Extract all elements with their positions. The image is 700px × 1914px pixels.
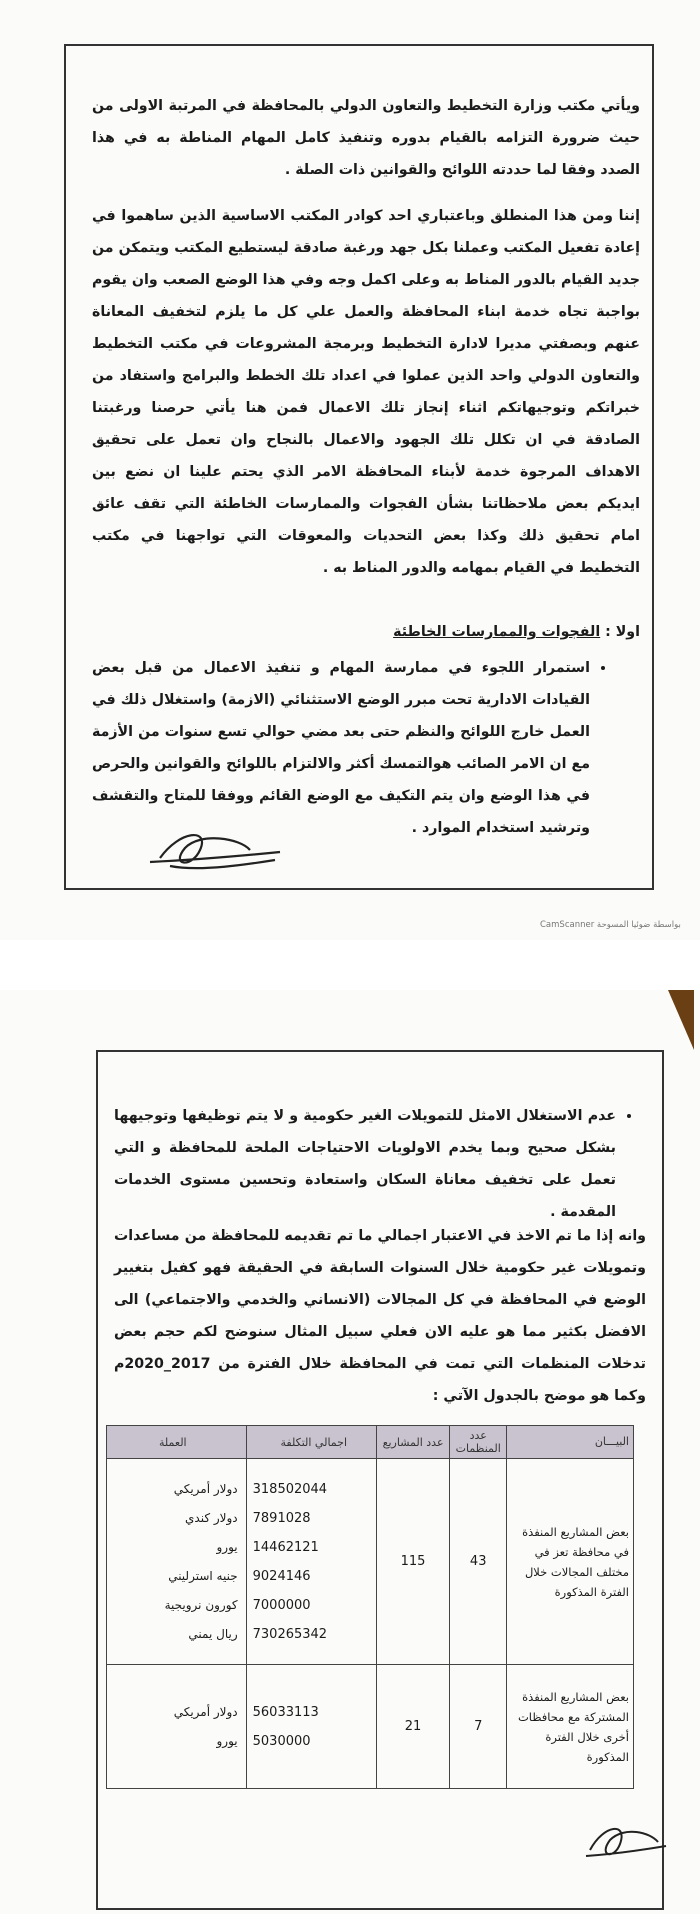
currency-value: دولار أمريكي	[173, 1481, 238, 1496]
row-description: بعض المشاريع المنفذة المشتركة مع محافظات أخرى خلال الفترة المذكورة	[507, 1665, 634, 1789]
bullet-list-2	[114, 1100, 634, 1228]
currency-value: جنيه استرليني	[168, 1568, 238, 1583]
bullet-item-crisis: • استمرار اللجوء في ممارسة المهام و تنفيذ الاعمال من قبل بعض القيادات الادارية تحت مبرر الوضع الاستثنائي (الازمة) واستغلال ذلك في العمل خارج اللوائح والنظم حتى بعد مضي حوالي تسع سنوات من الأزمة مع ان الامر الصائب هوالتمسك أكثر والالتزام باللوائح والقوانين والحرص في هذا الوضع وان يتم التكيف مع الوضع القائم ووفقا للمتاح والتقشف وترشيد استخدام الموارد .	[92, 652, 590, 844]
paragraph-table-intro: وانه إذا ما تم الاخذ في الاعتبار اجمالي ما تم تقديمه للمحافظة من مساعدات وتمويلات غير حكومية خلال السنوات السابقة في الحقيقة فهو كفيل بتغيير الوضع في المحافظة في كل المجالات (الانساني والخدمي والاجتماعي) الى الافضل بكثير مما هو عليه الان فعلي سبيل المثال سنوضح لكم حجم بعض تدخلات المنظمات التي تمت في المحافظة خلال الفترة من 2017_2020م وكما هو موضح بالجدول الآتي :	[114, 1228, 646, 1404]
signature-image	[580, 1816, 670, 1872]
row-projects: 115	[376, 1459, 449, 1665]
total-value: 14462121	[252, 1539, 319, 1555]
row-organizations: 43	[450, 1459, 507, 1665]
currency-value: كورون نرويجية	[164, 1597, 238, 1612]
row-currencies	[107, 1459, 247, 1665]
signature-image	[140, 820, 290, 880]
currency-value: دولار كندي	[185, 1510, 238, 1525]
total-value: 7891028	[252, 1510, 311, 1526]
total-value: 5030000	[252, 1733, 311, 1749]
header-organizations: عدد المنظمات	[450, 1426, 507, 1459]
row-currencies	[107, 1665, 247, 1789]
currency-value: دولار أمريكي	[173, 1704, 238, 1719]
paragraph-introduction: إننا ومن هذا المنطلق وباعتباري احد كوادر المكتب الاساسية الذين ساهموا في إعادة تفعيل المكتب وعملنا بكل جهد ورغبة صادقة ليستطيع المكتب ويتمكن من جديد القيام بالدور المناط به وعلى اكمل وجه وفي هذا الوضع الصعب وان يقوم بواجبة تجاه خدمة ابناء المحافظة والعمل علي كل ما يلزم لتخفيف المعاناة عنهم وبصفتي مديرا لادارة التخطيط وبرمجة المشروعات في مكتب التخطيط والتعاون الدولي واحد الذين عملوا في اعداد تلك الخطط والبرامج واستفاد من خبراتكم وتوجيهاتكم اثناء إنجاز تلك الاعمال فمن هنا يأتي حرصنا ورغبتنا الصادقة في ان تكلل تلك الجهود والاعمال بالنجاح وان تعمل على تحقيق الاهداف المرجوة خدمة لأبناء المحافظة الامر الذي يحتم علينا ان نضع بين ايديكم بعض ملاحظاتنا بشأن الفجوات والممارسات الخاطئة التي تقف عائق امام تحقيق ذلك وكذا بعض التحديات والمعوقات التي تواجهنا في مكتب التخطيط في القيام بمهامه والدور المناط به .	[92, 208, 640, 576]
header-total-cost: اجمالي التكلفة	[246, 1426, 376, 1459]
total-value: 730265342	[252, 1626, 328, 1642]
total-value: 318502044	[252, 1481, 328, 1497]
currency-value: يورو	[216, 1733, 238, 1748]
header-projects: عدد المشاريع	[376, 1426, 449, 1459]
total-value: 7000000	[252, 1597, 311, 1613]
row-projects: 21	[376, 1665, 449, 1789]
currency-value: يورو	[216, 1539, 238, 1554]
section-heading	[92, 616, 640, 648]
table-row	[107, 1459, 634, 1665]
total-value: 56033113	[252, 1704, 319, 1720]
row-totals	[246, 1459, 376, 1665]
row-organizations: 7	[450, 1665, 507, 1789]
table-row	[107, 1665, 634, 1789]
paragraph-planning-office: ويأتي مكتب وزارة التخطيط والتعاون الدولي بالمحافظة في المرتبة الاولى من حيث ضرورة التزامه بالقيام بدوره وتنفيذ كامل المهام المناطة به في هذا الصدد وفقا لما حددته اللوائح والقوانين ذات الصلة .	[92, 98, 640, 178]
projects-cost-table	[106, 1425, 634, 1789]
scanner-footer: CamScanner بواسطة ضوئيا المسوحة	[540, 920, 681, 930]
binder-corner	[668, 990, 694, 1050]
row-description: بعض المشاريع المنفذة في محافظة تعز في مختلف المجالات خلال الفترة المذكورة	[507, 1459, 634, 1665]
bullet-list-1	[92, 652, 612, 844]
bullet-item-funding: • عدم الاستغلال الامثل للتمويلات الغير حكومية و لا يتم توظيفها وتوجيهها بشكل صحيح وبما يخدم الاولويات الاحتياجات الملحة للمحافظة و التي تعمل على تخفيف معاناة السكان واستعادة وتحسين مستوى الخدمات المقدمة .	[114, 1100, 616, 1228]
header-currency: العملة	[107, 1426, 247, 1459]
currency-value: ريال يمني	[188, 1626, 238, 1641]
header-description: البيـــان	[507, 1426, 634, 1459]
row-totals	[246, 1665, 376, 1789]
heading-prefix: اولا :	[600, 624, 640, 640]
total-value: 9024146	[252, 1568, 311, 1584]
heading-text: الفجوات والممارسات الخاطئة	[393, 624, 601, 640]
